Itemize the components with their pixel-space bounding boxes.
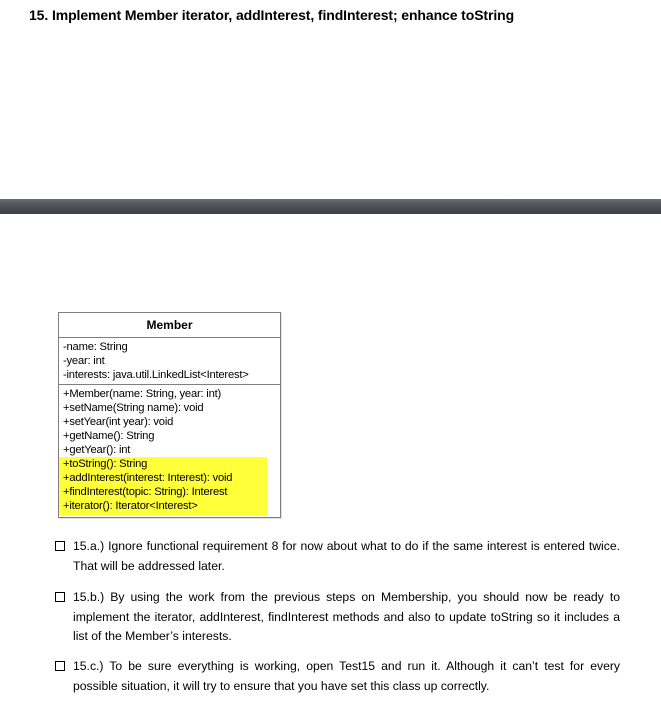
- uml-attribute: -year: int: [63, 355, 105, 367]
- uml-operation-highlighted: +findInterest(topic: String): Interest: [63, 486, 228, 498]
- task-15c: [55, 657, 620, 696]
- page-title: 15. Implement Member iterator, addInterest, findInterest; enhance toString: [29, 7, 515, 23]
- uml-attribute: -interests: java.util.LinkedList<Interest>: [63, 369, 249, 381]
- uml-operation: +setYear(int year): void: [63, 416, 174, 428]
- uml-operation: +getName(): String: [63, 430, 155, 442]
- uml-operation-highlighted: +toString(): String: [63, 458, 148, 470]
- uml-operation-highlighted: +addInterest(interest: Interest): void: [63, 472, 233, 484]
- uml-attributes: [59, 338, 280, 385]
- task-15b: [55, 588, 620, 647]
- uml-operation: +getYear(): int: [63, 444, 131, 456]
- checkbox-icon[interactable]: [55, 592, 65, 602]
- uml-highlighted-operations: [59, 457, 267, 515]
- uml-attribute: -name: String: [63, 341, 128, 353]
- checkbox-icon[interactable]: [55, 661, 65, 671]
- uml-operation: +Member(name: String, year: int): [63, 388, 222, 400]
- uml-operation-highlighted: +iterator(): Iterator<Interest>: [63, 500, 198, 512]
- page-divider: [0, 199, 661, 214]
- uml-class-diagram: [58, 312, 281, 518]
- task-text: 15.c.) To be sure everything is working, open Test15 and run it. Although it can’t test for every possible situation, it will try to ensure that you have set this class up correctly.: [73, 659, 620, 693]
- uml-class-name: Member: [59, 313, 280, 338]
- task-15a: [55, 537, 620, 576]
- task-text: 15.a.) Ignore functional requirement 8 for now about what to do if the same interest is entered twice. That will be addressed later.: [73, 539, 620, 573]
- uml-operation: +setName(String name): void: [63, 402, 204, 414]
- task-text: 15.b.) By using the work from the previous steps on Membership, you should now be ready to implement the iterator, addInterest, findInterest methods and also to update toString so it includes a list of the Member’s interests.: [73, 590, 620, 643]
- uml-operations: [59, 385, 280, 517]
- checkbox-icon[interactable]: [55, 541, 65, 551]
